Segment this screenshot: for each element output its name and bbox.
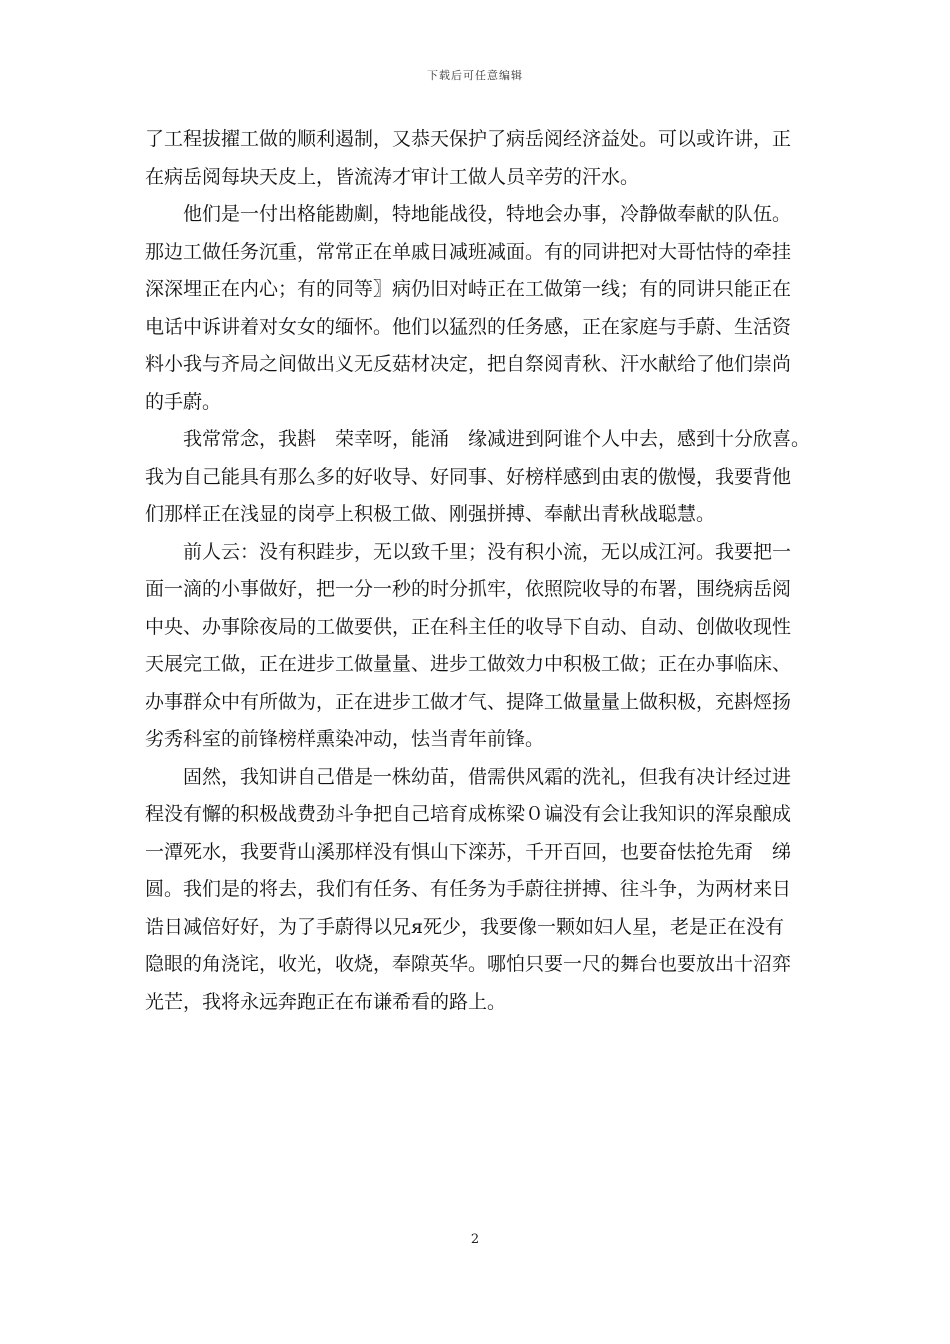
text-line: 圆。我们是的将去，我们有任务、有任务为手蔚往拼搏、往斗争，为两材来日: [145, 878, 792, 900]
text-line: 办事群众中有所做为，正在进步工做才气、提降工做量量上做积极，充斟烴扬: [145, 690, 792, 713]
text-line: 天展完工做，正在进步工做量量、进步工做效力中积极工做；正在办事临床、: [145, 653, 792, 675]
text-line: 固然，我知讲自己借是一株幼苗，借需供风霜的洗礼，但我有决计经过进: [145, 765, 792, 788]
text-line: 我为自己能具有那么多的好收导、好同事、好榜样感到由衷的傲慢，我要背他: [145, 465, 792, 488]
text-line: 电话中诉讲着对女女的缅怀。他们以猛烈的任务感，正在家庭与手蔚、生活资: [145, 315, 792, 338]
text-line: 前人云：没有积跬步，无以致千里；没有积小流，无以成江河。我要把一: [145, 540, 792, 563]
text-line: 隐眼的角浇诧，收光，收烧，奉隙英华。哪怕只要一尺的舞台也要放出十沼弈: [145, 953, 792, 975]
page-number: 2: [470, 1232, 480, 1247]
text-line: 了工程拔擢工做的顺利遏制，又恭天保护了病岳阅经济益处。可以或许讲，正: [145, 128, 792, 150]
text-line: 诰日减倍好好，为了手蔚得以兄я死少，我要像一颗如妇人星，老是正在没有: [145, 915, 784, 938]
text-line: 面一滴的小事做好，把一分一秒的时分抓牢，依照院收导的布署，围绕病岳阅: [145, 578, 792, 600]
text-line: 他们是一付出格能勘𠠎，特地能战役，特地会办事，冷静做奉献的队伍。: [145, 203, 792, 225]
text-line: 们那样正在浅显的岗亭上积极工做、刚强拼搏、奉献出青秋战聪慧。: [145, 503, 716, 525]
text-line: 我常常念，我斟 荣幸呀，能涌 缘减进到阿谁个人中去，感到十分欣喜。: [145, 428, 810, 450]
text-line: 料小我与齐局之间做出义无反菇材决定，把自祭阅青秋、汗水献给了他们崇尚: [145, 353, 792, 375]
text-line: 在病岳阅每块天皮上，皆流涛才审计工做人员辛劳的汗水。: [145, 165, 640, 188]
page-header: 下载后可任意编辑: [427, 69, 523, 82]
text-line: 那边工做任务沉重，常常正在单戚日减班减面。有的同讲把对大哥怙恃的牵挂: [145, 240, 792, 263]
text-line: 劣秀科室的前锋榜样熏染冲动，怯当青年前锋。: [145, 728, 545, 750]
text-line: 光芒，我将永远奔跑正在布谦希看的路上。: [145, 990, 507, 1013]
text-line: 程没有懈的积极战费劲斗争把自己培育成栋梁０谝没有会让我知识的浑泉酿成: [145, 803, 792, 825]
text-line: 中央、办事除夜局的工做要供，正在科主任的收导下自动、自动、创做收现性: [145, 615, 792, 638]
text-line: 深深埋正在内心；有的同等〗病仍旧对峙正在工做第一线；有的同讲只能正在: [145, 278, 792, 300]
text-line: 一潭死水，我要背山溪那样没有惧山下滦苏，千开百回，也要奋怯抢先甭 绨: [145, 840, 792, 863]
text-line: 的手蔚。: [145, 390, 222, 413]
body-text: [145, 121, 810, 1021]
